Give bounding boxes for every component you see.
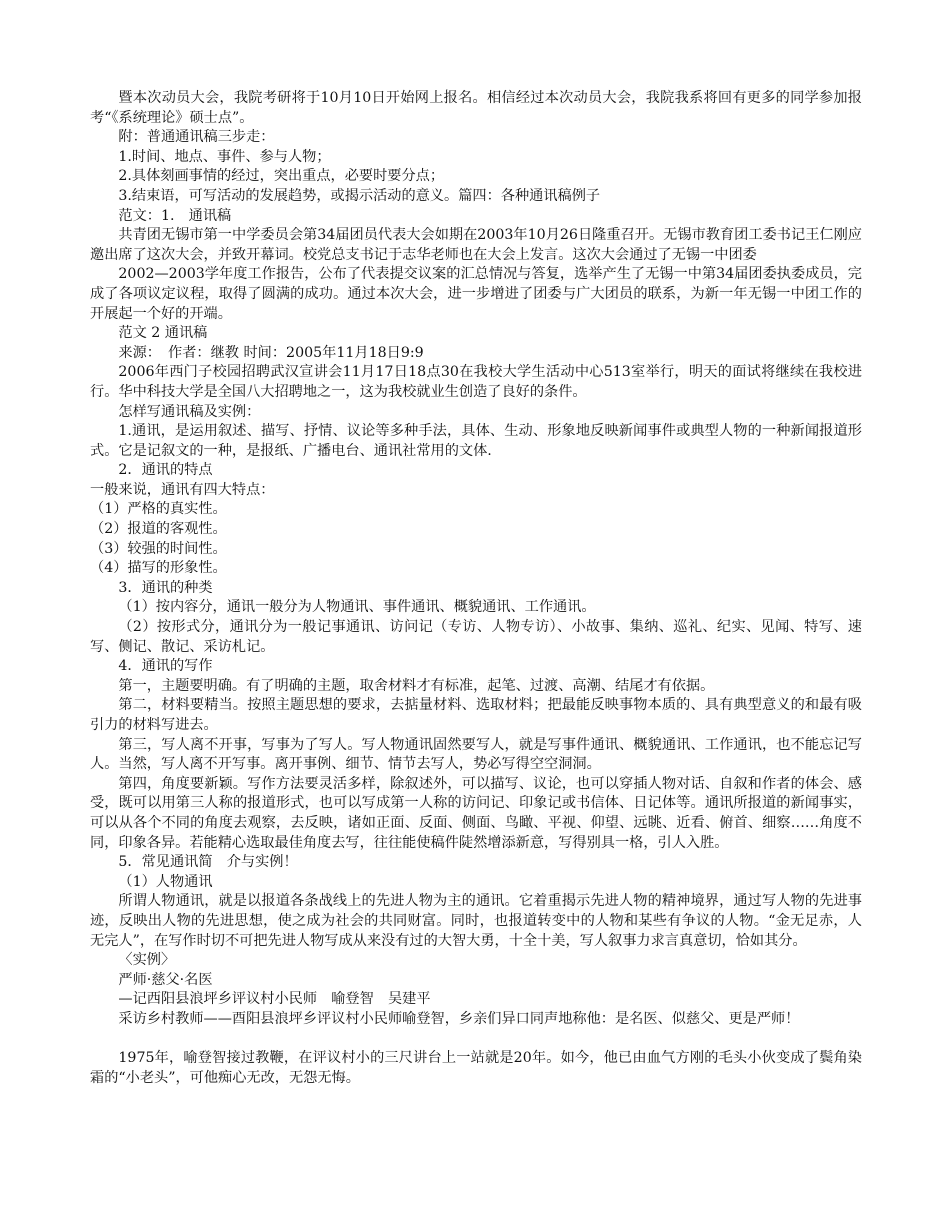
paragraph: —记西阳县浪坪乡评议村小民师 喻登智 吴建平 <box>118 991 431 1008</box>
paragraph: 3.结束语，可写活动的发展趋势，或揭示活动的意义。篇四：各种通讯稿例子 <box>118 187 601 204</box>
paragraph: 范文：1. 通讯稿 <box>118 207 232 224</box>
paragraph: 第三，写人离不开事，写事为了写人。写人物通讯固然要写人，就是写事件通讯、概貌通讯、工作通讯，也不能忘记写人。当然，写人离不开写事。离开事例、细节、情节去写人，势必写得空空洞洞。 <box>90 736 862 773</box>
paragraph: 来源： 作者：继教 时间：2005年11月18日9:9 <box>118 344 424 361</box>
document-page <box>90 89 862 1088</box>
paragraph: 附：普通通讯稿三步走： <box>118 129 275 146</box>
paragraph: 严师·慈父·名医 <box>118 971 213 988</box>
paragraph: 一般来说，通讯有四大特点： <box>90 481 275 498</box>
paragraph: 2．通讯的特点 <box>118 462 213 479</box>
paragraph: 第二，材料要精当。按照主题思想的要求，去掂量材料、选取材料；把最能反映事物本质的、具有典型意义的和最有吸引力的材料写进去。 <box>90 697 862 733</box>
blank-line <box>90 1030 862 1050</box>
paragraph: （2）报道的客观性。 <box>90 521 227 538</box>
paragraph: 1.通讯，是运用叙述、描写、抒情、议论等多种手法，具体、生动、形象地反映新闻事件或典型人物的一种新闻报道形式。它是记叙文的一种，是报纸、广播电台、通讯社常用的文体. <box>90 423 862 459</box>
paragraph: （1）按内容分，通讯一般分为人物通讯、事件通讯、概貌通讯、工作通讯。 <box>118 599 596 616</box>
paragraph: 怎样写通讯稿及实例： <box>118 403 261 420</box>
paragraph: 5．常见通讯简 介与实例！ <box>118 854 298 871</box>
paragraph: （2）按形式分，通讯分为一般记事通讯、访问记（专访、人物专访）、小故事、集纳、巡礼、纪实、见闻、特写、速写、侧记、散记、采访札记。 <box>90 619 862 655</box>
paragraph: 3．通讯的种类 <box>118 579 213 596</box>
paragraph: 1.时间、地点、事件、参与人物； <box>118 148 331 165</box>
paragraph: 2.具体刻画事情的经过，突出重点，必要时要分点； <box>118 168 445 185</box>
paragraph: 4．通讯的写作 <box>118 658 213 675</box>
paragraph: 第一，主题要明确。有了明确的主题，取舍材料才有标准，起笔、过渡、高潮、结尾才有依据。 <box>118 677 715 694</box>
paragraph: 2002—2003学年度工作报告，公布了代表提交议案的汇总情况与答复，选举产生了无锡一中第34届团委执委成员，完成了各项议定议程，取得了圆满的成功。通过本次大会，进一步增进了团委与广大团员的联系，为新一年无锡一中团工作的开展起一个好的开端。 <box>90 266 862 322</box>
paragraph: 2006年西门子校园招聘武汉宣讲会11月17日18点30在我校大学生活动中心513室举行，明天的面试将继续在我校进行。华中科技大学是全国八大招聘地之一，这为我校就业生创造了良好的条件。 <box>90 364 862 400</box>
paragraph: 采访乡村教师——酉阳县浪坪乡评议村小民师喻登智，乡亲们异口同声地称他：是名医、似慈父、更是严师！ <box>118 1010 800 1027</box>
paragraph: （3）较强的时间性。 <box>90 540 227 557</box>
paragraph: 所谓人物通讯，就是以报道各条战线上的先进人物为主的通讯。它着重揭示先进人物的精神境界，通过写人物的先进事迹，反映出人物的先进思想，使之成为社会的共同财富。同时，也报道转变中的人物和某些有争议的人物。“金无足赤，人无完人”，在写作时切不可把先进人物写成从来没有过的大智大勇，十全十美，写人叙事力求言真意切，恰如其分。 <box>90 893 862 949</box>
paragraph: （1）人物通讯 <box>118 873 213 890</box>
paragraph: （1）严格的真实性。 <box>90 501 227 518</box>
paragraph: （4）描写的形象性。 <box>90 560 227 577</box>
paragraph: 1975年，喻登智接过教鞭，在评议村小的三尺讲台上一站就是20年。如今，他已由血气方刚的毛头小伙变成了鬓角染霜的“小老头”，可他痴心无改，无怨无悔。 <box>90 1050 862 1086</box>
paragraph: 范文 2 通讯稿 <box>118 325 208 342</box>
paragraph: 共青团无锡市第一中学委员会第34届团员代表大会如期在2003年10月26日隆重召开。无锡市教育团工委书记王仁刚应邀出席了这次大会，并致开幕词。校党总支书记于志华老师也在大会上发言。这次大会通过了无锡一中团委 <box>90 227 862 263</box>
paragraph: 暨本次动员大会，我院考研将于10月10日开始网上报名。相信经过本次动员大会，我院我系将回有更多的同学参加报考“《系统理论》硕士点”。 <box>90 90 862 126</box>
paragraph: 第四，角度要新颖。写作方法要灵活多样，除叙述外，可以描写、议论，也可以穿插人物对话、自叙和作者的体会、感受，既可以用第三人称的报道形式，也可以写成第一人称的访问记、印象记或书信体、日记体等。通讯所报道的新闻事实，可以从各个不同的角度去观察，去反映，诸如正面、反面、侧面、鸟瞰、平视、仰望、远眺、近看、俯首、细察……角度不同，印象各异。若能精心选取最佳角度去写，往往能使稿件陡然增添新意，写得别具一格，引人入胜。 <box>90 775 862 851</box>
paragraph: 〈实例〉 <box>118 952 176 969</box>
